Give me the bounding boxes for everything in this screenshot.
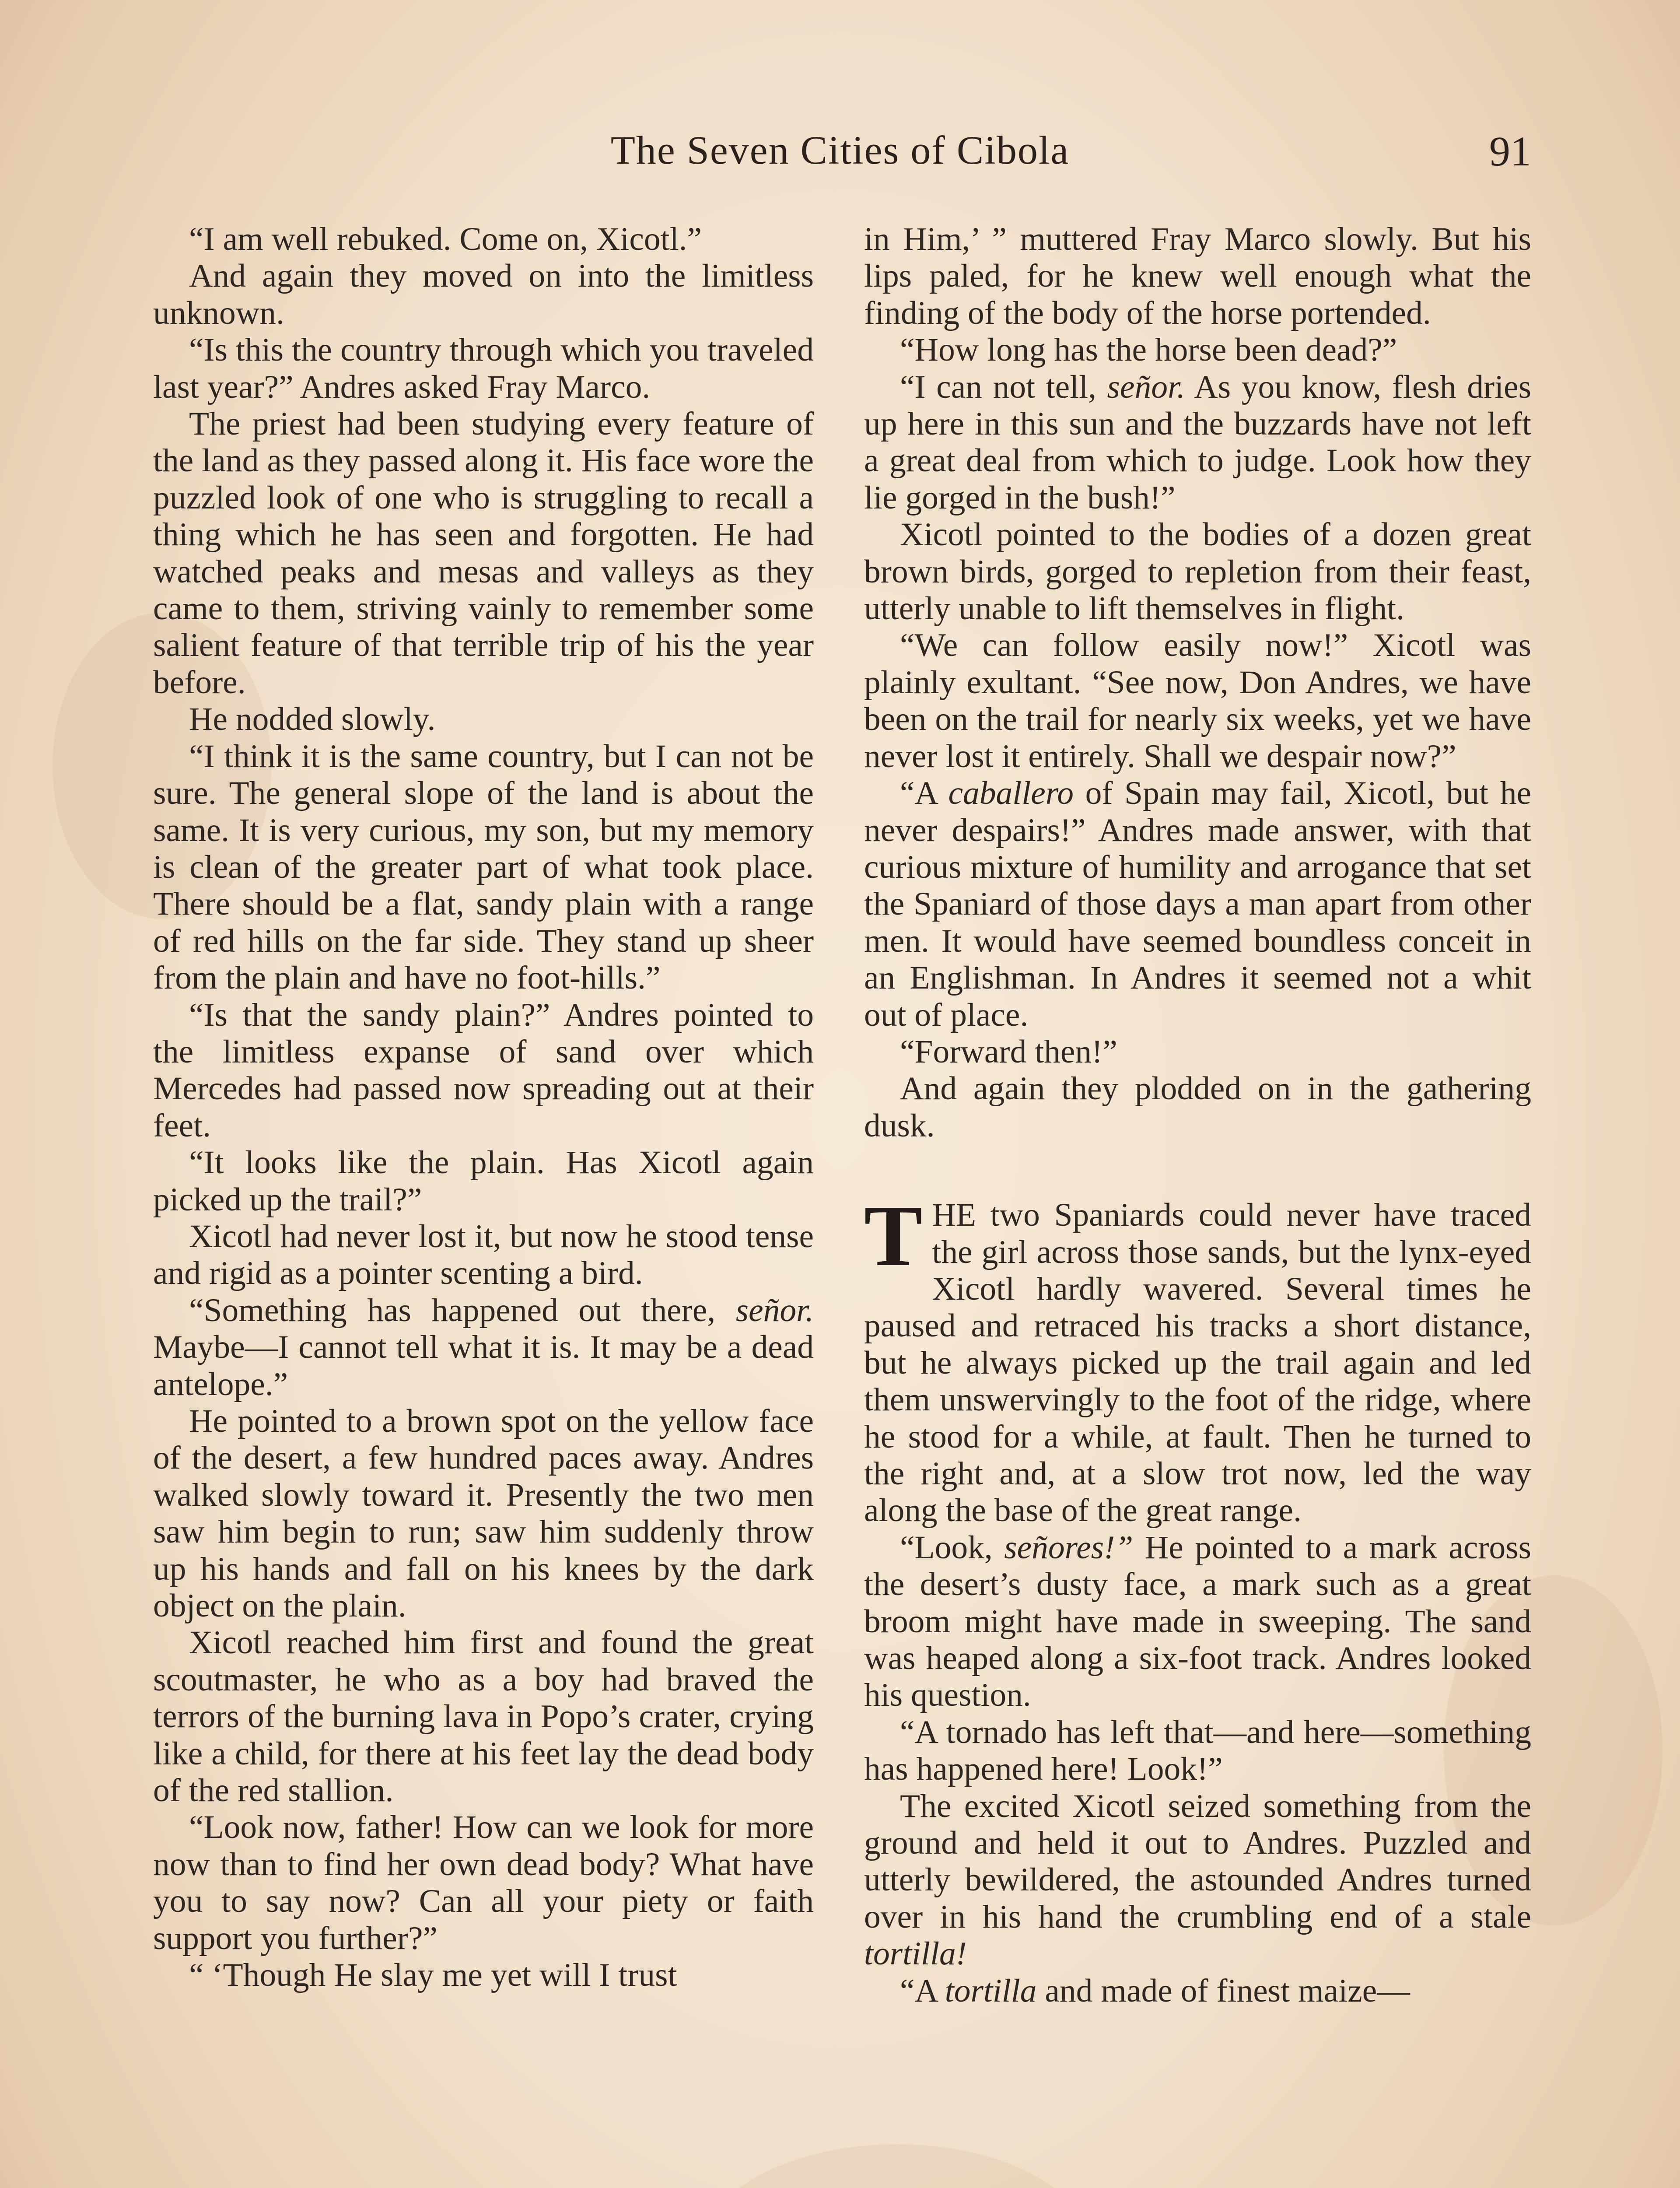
paragraph: “Forward then!”	[900, 1033, 1117, 1070]
paragraph: “It looks like the plain. Has Xicotl again picked up the trail?”	[153, 1144, 814, 1218]
text-run: As you know, flesh dries up here in this sun and the buzzards have not left a great deal from which to judge. Look how they lie gorged in the bush!”	[864, 368, 1531, 516]
paragraph: He nodded slowly.	[189, 701, 436, 738]
text-run: of Spain may fail, Xicotl, but he never despairs!” Andres made answer, with that curious mixture of humility and arrogance that set the Spaniard of those days a man apart from other men. It would have seemed boundless conceit in an Englishman. In Andres it seemed not a whit out of place.	[864, 775, 1531, 1033]
text-run: He pointed to a mark across the desert’s dusty face, a mark such as a great broom might have made in sweeping. The sand was heaped along a six-foot track. Andres looked his question.	[864, 1529, 1531, 1714]
paragraph: “We can follow easily now!” Xicotl was plainly exultant. “See now, Don Andres, we have been on the trail for nearly six weeks, yet we have never lost it entirely. Shall we despair now?”	[864, 627, 1531, 775]
paragraph: “ ‘Though He slay me yet will I trust	[189, 1957, 677, 1994]
page-number: 91	[1489, 128, 1531, 175]
paragraph: “Is this the country through which you traveled last year?” Andres asked Fray Marco.	[153, 332, 814, 405]
running-title: The Seven Cities of Cibola	[610, 128, 1070, 172]
text-run: “Look,	[900, 1529, 1004, 1566]
text-run: “A	[900, 1972, 945, 2009]
paragraph: And again they moved on into the limitless unknown.	[153, 258, 814, 331]
paragraph	[864, 1188, 1531, 1529]
paragraph	[153, 1292, 814, 1403]
italic-run: caballero	[948, 775, 1074, 812]
paragraph: He pointed to a brown spot on the yellow face of the desert, a few hundred paces away. Andres walked slowly toward it. Presently the two men saw him begin to run; saw him suddenly throw up his hands and fall on his knees by the dark object on the plain.	[153, 1403, 814, 1624]
text-run: and made of finest maize—	[1036, 1972, 1410, 2009]
paragraph: Xicotl had never lost it, but now he stood tense and rigid as a pointer scenting a bird.	[153, 1218, 814, 1292]
paragraph: Xicotl pointed to the bodies of a dozen great brown birds, gorged to repletion from their feast, utterly unable to lift themselves in flight.	[864, 516, 1531, 627]
paper-stain	[700, 2144, 1094, 2188]
paragraph: “How long has the horse been dead?”	[900, 332, 1397, 368]
paragraph: “Is that the sandy plain?” Andres pointed to the limitless expanse of sand over which Mercedes had passed now spreading out at their feet.	[153, 996, 814, 1144]
italic-run: tortilla	[945, 1972, 1037, 2009]
page-header	[149, 127, 1531, 184]
paragraph: And again they plodded on in the gathering dusk.	[864, 1070, 1531, 1144]
paragraph: The priest had been studying every feature of the land as they passed along it. His face wore the puzzled look of one who is struggling to recall a thing which he has seen and forgotten. He had watched peaks and mesas and valleys as they came to them, striving vainly to remember some salient feature of that terrible trip of his the year before.	[153, 406, 814, 701]
paragraph: Xicotl reached him first and found the great scoutmaster, he who as a boy had braved the terrors of the burning lava in Popo’s crater, crying like a child, for there at his feet lay the dead body of the red stallion.	[153, 1624, 814, 1809]
paragraph	[864, 1788, 1531, 1973]
paragraph: “A tornado has left that—and here—something has happened here! Look!”	[864, 1714, 1531, 1788]
text-run: The excited Xicotl seized something from the ground and held it out to Andres. Puzzled and utterly bewildered, the astounded Andres turned over in his hand the crumbling end of a stale	[864, 1788, 1531, 1935]
paragraph	[864, 775, 1531, 1034]
section-break	[864, 1144, 1531, 1197]
drop-cap: T	[864, 1188, 923, 1285]
italic-run: señor.	[1107, 368, 1185, 405]
italic-run: tortilla!	[864, 1936, 967, 1972]
text-run: HE two Spaniards could never have traced the girl across those sands, but the lynx-eyed Xicotl hardly wavered. Several times he paused and retraced his tracks a short distance, but he always picked up the trail again and led them unswervingly to the foot of the ridge, where he stood for a while, at fault. Then he turned to the right and, at a slow trot now, led the way along the base of the great range.	[864, 1197, 1531, 1529]
text-run: “Something has happened out there,	[189, 1292, 736, 1329]
text-run: “I can not tell,	[900, 368, 1107, 405]
paragraph: “I think it is the same country, but I can not be sure. The general slope of the land is about the same. It is very curious, my son, but my memory is clean of the greater part of what took place. There should be a flat, sandy plain with a range of red hills on the far side. They stand up sheer from the plain and have no foot-hills.”	[153, 738, 814, 996]
paragraph: “I am well rebuked. Come on, Xicotl.”	[189, 221, 702, 257]
paragraph	[864, 1973, 1531, 2009]
text-run: Maybe—I cannot tell what it is. It may be a dead antelope.”	[153, 1329, 814, 1403]
paragraph	[864, 1529, 1531, 1714]
text-run: “A	[900, 775, 948, 812]
left-column	[153, 221, 814, 1994]
right-column	[864, 221, 1531, 2009]
italic-run: señores!”	[1004, 1529, 1134, 1566]
italic-run: señor.	[735, 1292, 814, 1329]
paragraph: in Him,’ ” muttered Fray Marco slowly. But his lips paled, for he knew well enough what the finding of the body of the horse portended.	[864, 221, 1531, 331]
paragraph: “Look now, father! How can we look for more now than to find her own dead body? What have you to say now? Can all your piety or faith support you further?”	[153, 1809, 814, 1957]
paragraph	[864, 369, 1531, 517]
